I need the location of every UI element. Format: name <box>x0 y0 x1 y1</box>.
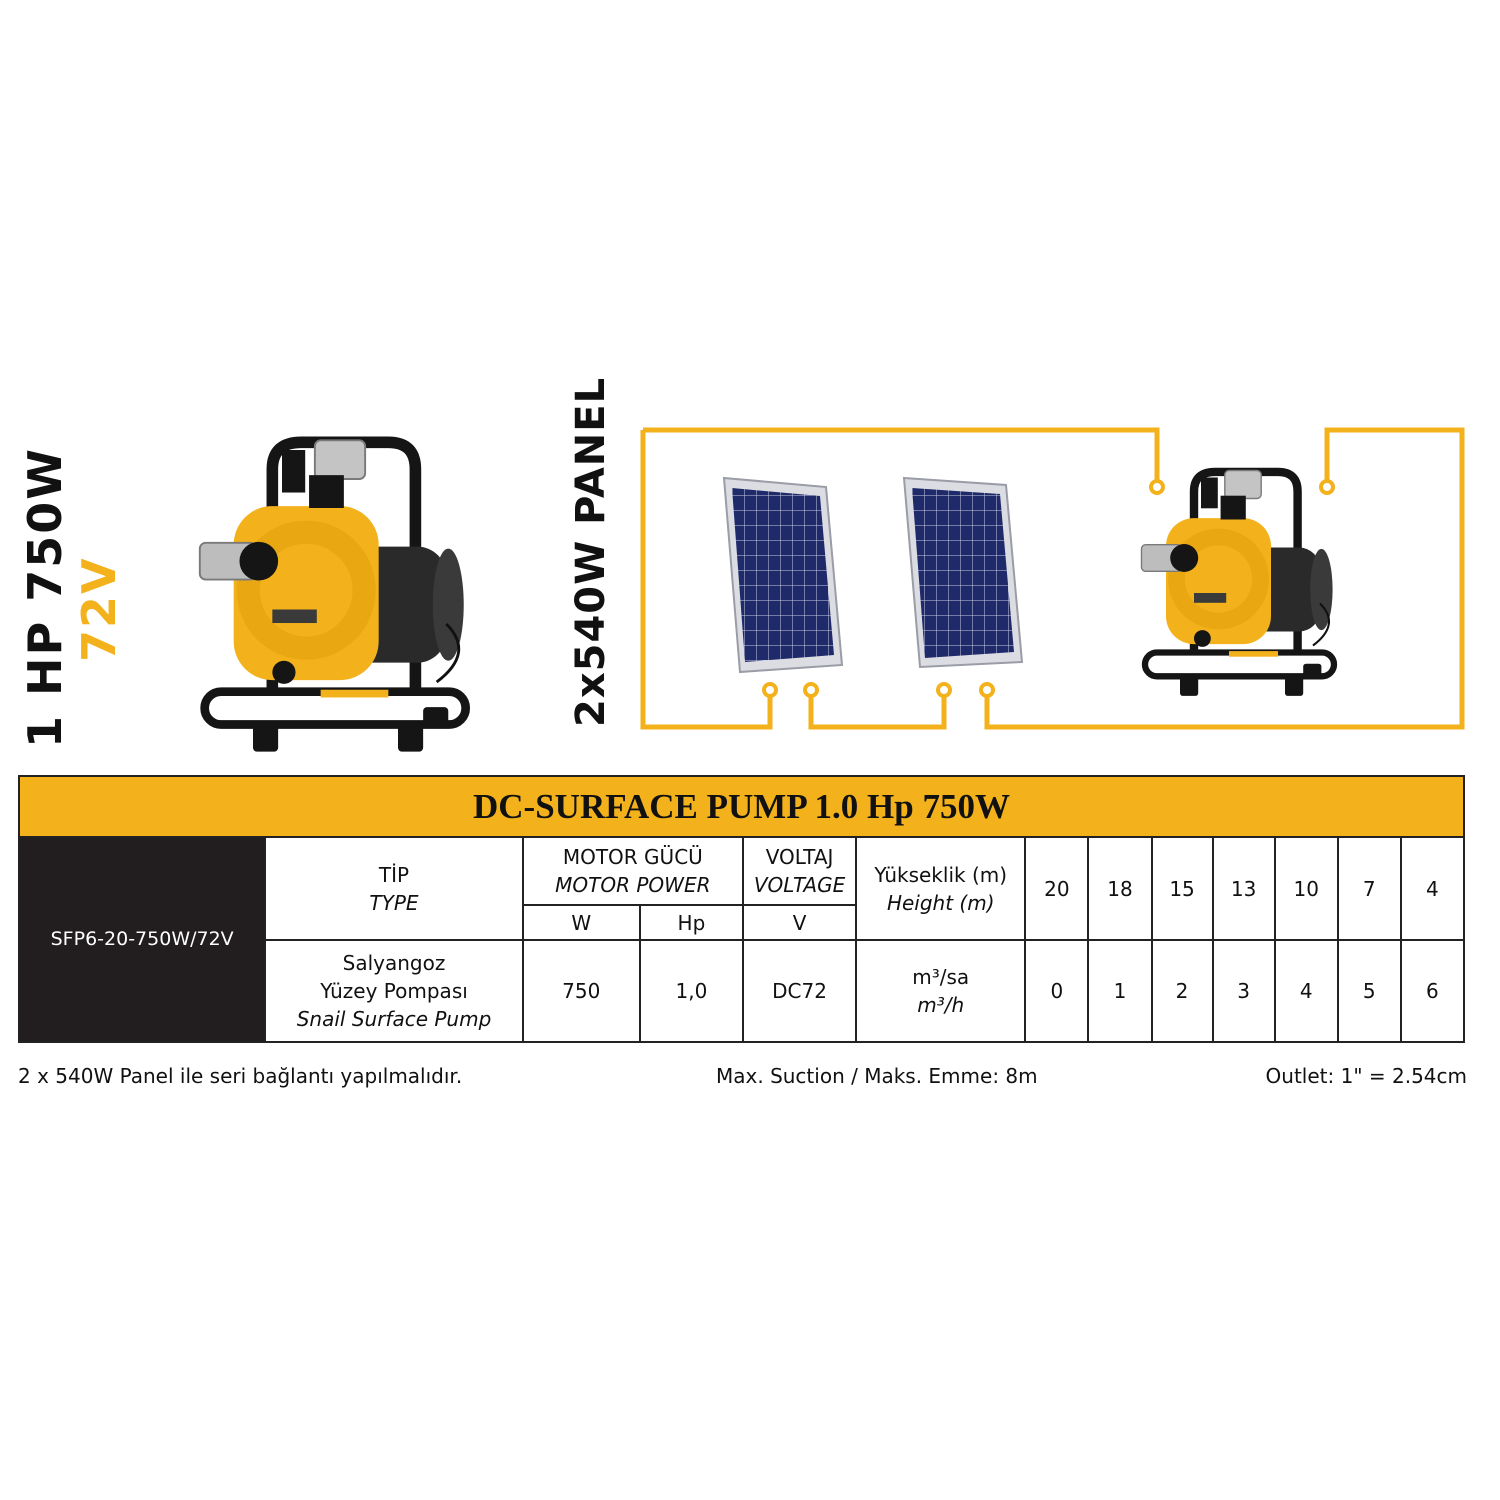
model-code: SFP6-20-750W/72V <box>19 837 265 1042</box>
flow-unit <box>856 940 1025 1042</box>
height-value: 10 <box>1275 837 1338 940</box>
voltage-header-tr: VOLTAJ <box>765 845 834 869</box>
height-value: 4 <box>1401 837 1464 940</box>
height-header <box>856 837 1025 940</box>
pump-type-line2: Yüzey Pompası <box>320 979 468 1003</box>
type-header-en: TYPE <box>369 890 419 915</box>
motor-power-tr: MOTOR GÜCÜ <box>562 845 703 869</box>
height-header-tr: Yükseklik (m) <box>874 862 1008 887</box>
flow-value: 0 <box>1025 940 1088 1042</box>
pump-voltage-title: 72V <box>72 556 126 662</box>
unit-watts: W <box>523 905 640 940</box>
motor-power-header <box>523 837 743 905</box>
unit-volts: V <box>743 905 856 940</box>
voltage-value: DC72 <box>743 940 856 1042</box>
pump-type-en: Snail Surface Pump <box>296 1007 492 1031</box>
pump-photo-small <box>1142 471 1335 696</box>
type-header-tr: TİP <box>378 862 410 887</box>
spec-grid <box>18 836 1465 1043</box>
height-value: 7 <box>1338 837 1401 940</box>
flow-value: 5 <box>1338 940 1401 1042</box>
unit-hp: Hp <box>640 905 743 940</box>
flow-value: 4 <box>1275 940 1338 1042</box>
motor-power-en: MOTOR POWER <box>555 873 711 897</box>
flow-value: 3 <box>1213 940 1275 1042</box>
height-value: 20 <box>1025 837 1088 940</box>
voltage-header <box>743 837 856 905</box>
suction-note: Max. Suction / Maks. Emme: 8m <box>716 1064 1038 1088</box>
type-header <box>265 837 522 940</box>
outlet-note: Outlet: 1" = 2.54cm <box>1265 1064 1467 1088</box>
pump-type <box>265 940 522 1042</box>
power-watts: 750 <box>523 940 640 1042</box>
pump-type-line1: Salyangoz <box>342 951 446 975</box>
flow-value: 2 <box>1152 940 1213 1042</box>
height-header-en: Height (m) <box>886 890 995 915</box>
flow-unit-tr: m³/sa <box>912 965 970 989</box>
spec-table <box>18 775 1465 1043</box>
pump-photo-large <box>200 440 466 751</box>
solar-panel-1 <box>724 478 842 672</box>
wiring-note: 2 x 540W Panel ile seri bağlantı yapılmalıdır. <box>18 1064 463 1088</box>
solar-panel-2 <box>904 478 1022 667</box>
flow-value: 1 <box>1088 940 1151 1042</box>
flow-unit-en: m³/h <box>917 993 965 1017</box>
height-value: 13 <box>1213 837 1275 940</box>
height-value: 18 <box>1088 837 1151 940</box>
pump-power-title: 1 HP 750W <box>18 446 72 748</box>
panel-title: 2x540W PANEL <box>568 376 614 727</box>
voltage-header-en: VOLTAGE <box>753 873 846 897</box>
table-title: DC-SURFACE PUMP 1.0 Hp 750W <box>18 775 1465 836</box>
flow-value: 6 <box>1401 940 1464 1042</box>
power-hp: 1,0 <box>640 940 743 1042</box>
height-value: 15 <box>1152 837 1213 940</box>
